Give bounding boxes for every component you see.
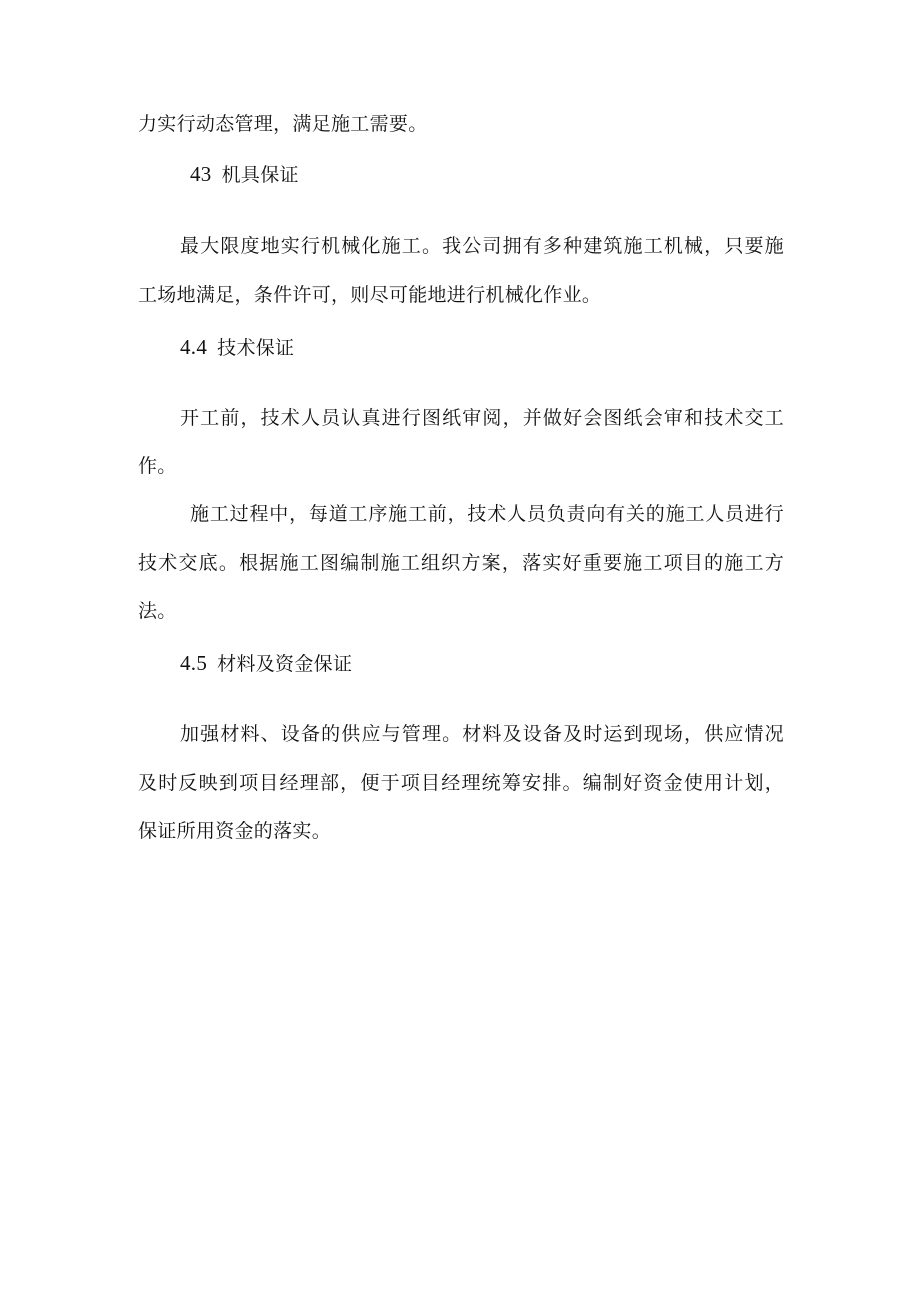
paragraph-line: 及时反映到项目经理部，便于项目经理统筹安排。编制好资金使用计划，: [138, 772, 784, 794]
section-number: 4.5: [180, 651, 208, 675]
paragraph-line: 作。: [138, 455, 177, 477]
paragraph-line: 最大限度地实行机械化施工。我公司拥有多种建筑施工机械，只要施: [180, 235, 784, 257]
section-title: 机具保证: [221, 164, 299, 186]
section-number: 43: [190, 162, 212, 186]
paragraph-line: 法。: [138, 600, 177, 622]
section-number: 4.4: [180, 335, 208, 359]
paragraph-line: 开工前，技术人员认真进行图纸审阅，并做好会图纸会审和技术交工: [180, 407, 784, 429]
paragraph-line: 工场地满足，条件许可，则尽可能地进行机械化作业。: [138, 284, 602, 306]
section-title: 材料及资金保证: [217, 653, 353, 675]
paragraph-line: 施工过程中，每道工序施工前，技术人员负责向有关的施工人员进行: [190, 503, 784, 525]
section-heading-4-3: [190, 161, 299, 188]
paragraph-line: 加强材料、设备的供应与管理。材料及设备及时运到现场，供应情况: [180, 723, 784, 745]
section-title: 技术保证: [217, 337, 295, 359]
paragraph-line: 力实行动态管理，满足施工需要。: [138, 113, 428, 135]
paragraph-line: 技术交底。根据施工图编制施工组织方案，落实好重要施工项目的施工方: [138, 552, 784, 574]
paragraph-line: 保证所用资金的落实。: [138, 820, 332, 842]
section-heading-4-4: [180, 334, 294, 361]
section-heading-4-5: [180, 650, 352, 677]
